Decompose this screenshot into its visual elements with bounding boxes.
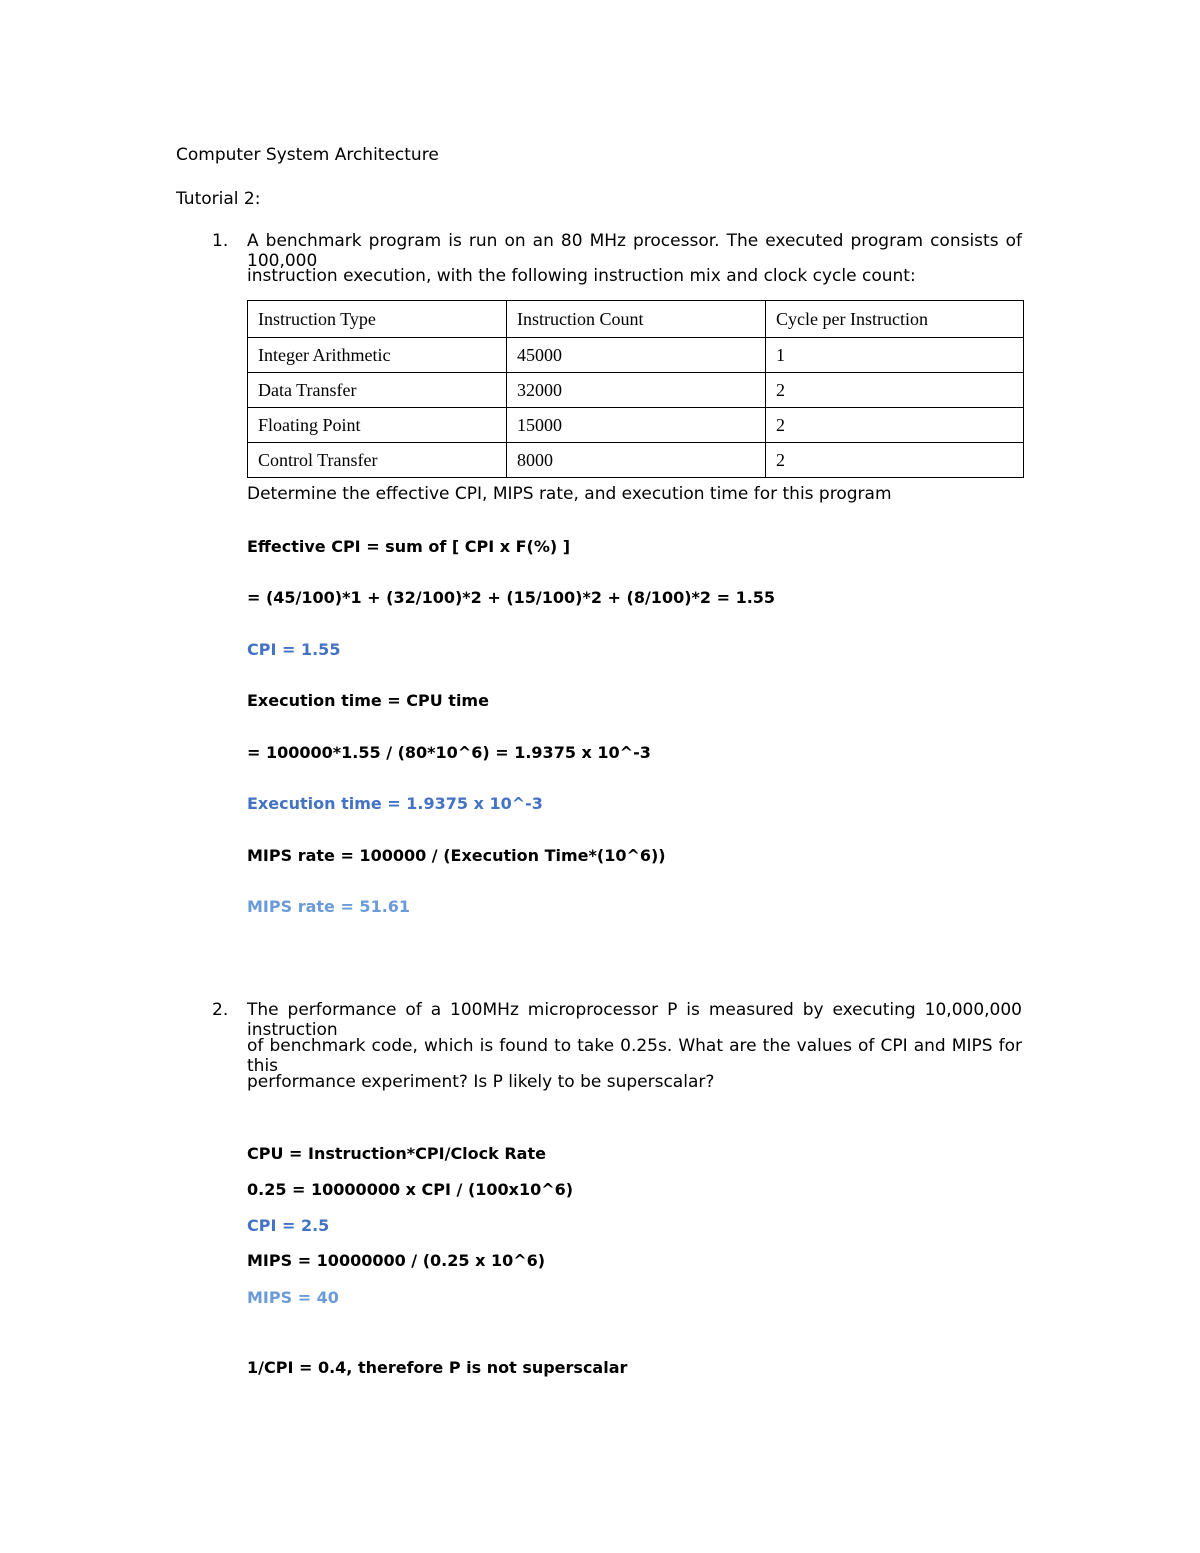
table-header-row: [248, 301, 1024, 338]
effective-cpi-calculation: = (45/100)*1 + (32/100)*2 + (15/100)*2 + (8/100)*2 = 1.55: [247, 588, 776, 607]
table-cell: Data Transfer: [248, 373, 507, 408]
q2-text-line3: performance experiment? Is P likely to be superscalar?: [247, 1072, 715, 1092]
q2-text-line2: of benchmark code, which is found to take 0.25s. What are the values of CPI and MIPS for this: [247, 1036, 1022, 1076]
cpu-calculation: 0.25 = 10000000 x CPI / (100x10^6): [247, 1180, 574, 1199]
execution-time-calculation: = 100000*1.55 / (80*10^6) = 1.9375 x 10^-3: [247, 743, 651, 762]
table-cell: 32000: [507, 373, 766, 408]
table-cell: 1: [766, 338, 1024, 373]
table-row: [248, 408, 1024, 443]
mips-rate-formula: MIPS rate = 100000 / (Execution Time*(10^6)): [247, 846, 666, 865]
table-header-cell: Instruction Count: [507, 301, 766, 338]
table-row: [248, 373, 1024, 408]
table-cell: Control Transfer: [248, 443, 507, 478]
mips-rate-answer: MIPS rate = 51.61: [247, 897, 411, 916]
cpu-formula: CPU = Instruction*CPI/Clock Rate: [247, 1144, 546, 1163]
q1-text-line2: instruction execution, with the following instruction mix and clock cycle count:: [247, 266, 916, 286]
q2-text-line1: The performance of a 100MHz microprocessor P is measured by executing 10,000,000 instruction: [247, 1000, 1022, 1040]
document-title: Computer System Architecture: [176, 145, 439, 165]
execution-time-formula: Execution time = CPU time: [247, 691, 489, 710]
tutorial-heading: Tutorial 2:: [176, 189, 261, 209]
effective-cpi-formula: Effective CPI = sum of [ CPI x F(%) ]: [247, 537, 571, 556]
mips-calculation: MIPS = 10000000 / (0.25 x 10^6): [247, 1251, 546, 1270]
table-header-cell: Instruction Type: [248, 301, 507, 338]
instruction-mix-table: [247, 300, 1024, 478]
q1-number: 1.: [212, 231, 229, 251]
table-cell: 8000: [507, 443, 766, 478]
q2-cpi-answer: CPI = 2.5: [247, 1216, 330, 1235]
table-cell: 15000: [507, 408, 766, 443]
table-row: [248, 443, 1024, 478]
q2-number: 2.: [212, 1000, 229, 1020]
q2-mips-answer: MIPS = 40: [247, 1288, 339, 1307]
table-header-cell: Cycle per Instruction: [766, 301, 1024, 338]
q1-text-line1: A benchmark program is run on an 80 MHz processor. The executed program consists of 100,000: [247, 231, 1022, 271]
table-cell: Floating Point: [248, 408, 507, 443]
table-row: [248, 338, 1024, 373]
table-cell: 45000: [507, 338, 766, 373]
table-cell: 2: [766, 443, 1024, 478]
table-cell: 2: [766, 373, 1024, 408]
q1-prompt: Determine the effective CPI, MIPS rate, and execution time for this program: [247, 484, 892, 504]
table-cell: Integer Arithmetic: [248, 338, 507, 373]
superscalar-conclusion: 1/CPI = 0.4, therefore P is not superscalar: [247, 1358, 628, 1377]
table-cell: 2: [766, 408, 1024, 443]
cpi-answer: CPI = 1.55: [247, 640, 341, 659]
execution-time-answer: Execution time = 1.9375 x 10^-3: [247, 794, 543, 813]
